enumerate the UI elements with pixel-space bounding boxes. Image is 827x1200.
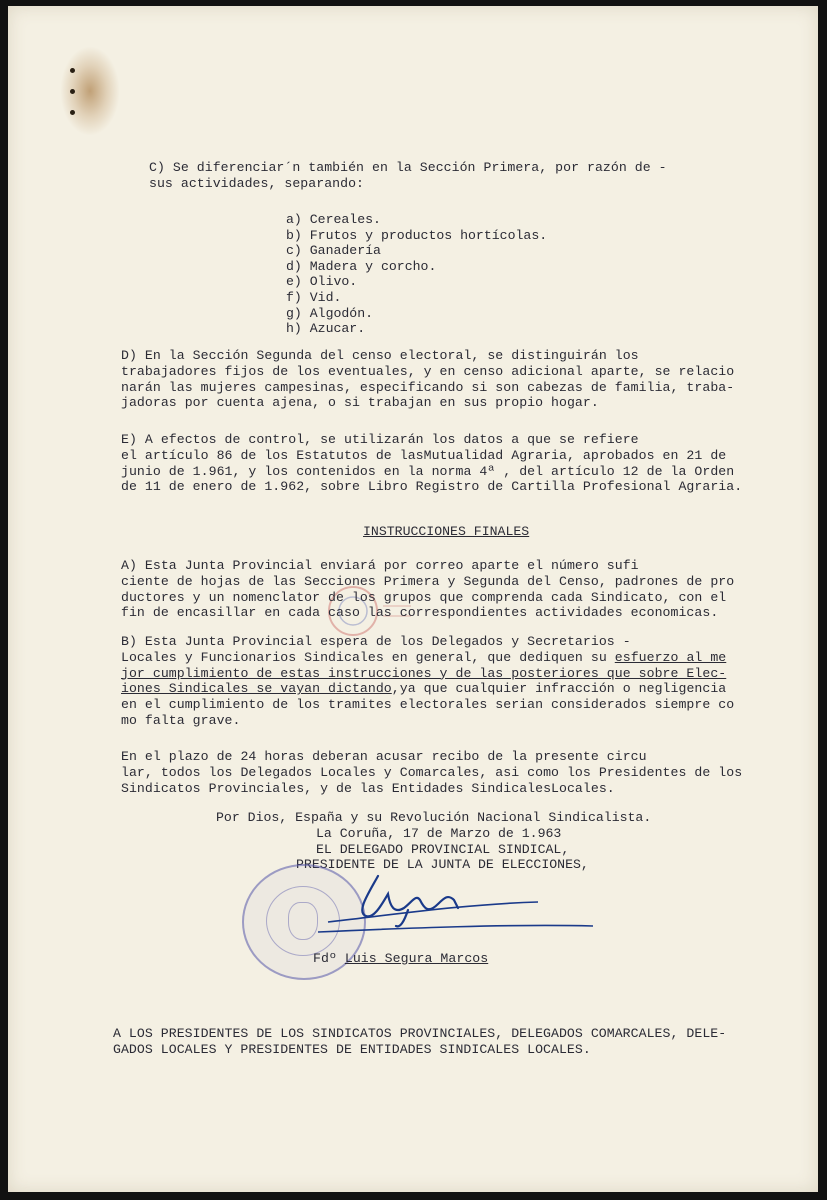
section-d-paragraph bbox=[121, 348, 734, 411]
addressees: A LOS PRESIDENTES DE LOS SINDICATOS PROVINCIALES, DELEGADOS COMARCALES, DELE- GADOS LOCALES Y PRESIDENTES DE ENTIDADES SINDICALES LOCALES. bbox=[113, 1026, 727, 1057]
list-item: b) Frutos y productos hortícolas. bbox=[286, 227, 548, 243]
signer-role-1: EL DELEGADO PROVINCIAL SINDICAL, bbox=[316, 841, 570, 857]
section-e-paragraph: E) A efectos de control, se utilizarán los datos a que se refiere el artículo 86 de los Estatutos de lasMutualidad Agraria, aprobados en 21 de junio de 1.961, y los contenidos en la norma 4ª , del artículo 12 de la Orden de 11 de enero de 1.962, sobre Libro Registro de Cartilla Profesional Agraria. bbox=[121, 432, 743, 495]
binder-hole bbox=[70, 68, 75, 73]
list-item: e) Olivo. bbox=[286, 274, 358, 290]
signer-name: Luis Segura Marcos bbox=[344, 951, 489, 966]
closing-motto: Por Dios, España y su Revolución Nacional Sindicalista. bbox=[216, 810, 652, 825]
list-item: h) Azucar. bbox=[286, 321, 366, 337]
final-a-paragraph: A) Esta Junta Provincial enviará por correo aparte el número sufi ciente de hojas de las Secciones Primera y Segunda del Censo, padrones de pro ductores y un nomenclator de los grupos que comprenda cada Sindicato, con el fin de encasillar en cada caso las correspondientes actividades economicas. bbox=[121, 558, 735, 621]
final-b-text-3: ,ya que cualquier infracción o negligencia en el cumplimiento de los tramites electorales serian considerados siempre co mo falta grave. bbox=[121, 681, 735, 728]
handwritten-signature-icon bbox=[308, 864, 598, 944]
list-item: d) Madera y corcho. bbox=[286, 258, 437, 274]
final-b-paragraph bbox=[121, 634, 734, 729]
final-b-text-1: B) Esta Junta Provincial espera de los Delegados y Secretarios - Locales y Funcionarios Sindicales en general, que dediquen su bbox=[121, 634, 631, 665]
signed-prefix: Fdº bbox=[313, 951, 345, 966]
place-date: La Coruña, 17 de Marzo de 1.963 bbox=[316, 825, 562, 841]
document-page bbox=[8, 6, 818, 1192]
activity-list bbox=[286, 212, 547, 337]
final-b-underlined: esfuerzo al me jor cumplimiento de estas instrucciones y de las posteriores que sobre Elec- iones Sindicales se vayan dictando bbox=[121, 649, 727, 697]
paper-stain bbox=[60, 46, 120, 136]
list-item: c) Ganadería bbox=[286, 243, 381, 259]
list-item: g) Algodón. bbox=[286, 305, 374, 321]
list-item: f) Vid. bbox=[286, 289, 342, 305]
instructions-heading: INSTRUCCIONES FINALES bbox=[363, 524, 530, 539]
signer-role-2: PRESIDENTE DE LA JUNTA DE ELECCIONES, bbox=[296, 857, 589, 873]
binder-hole bbox=[70, 110, 75, 115]
list-item: a) Cereales. bbox=[286, 212, 381, 227]
receipt-paragraph: En el plazo de 24 horas deberan acusar recibo de la presente circu lar, todos los Delegados Locales y Comarcales, asi como los Presidentes de los Sindicatos Provinciales, y de las Entidades SindicalesLocales. bbox=[121, 749, 743, 796]
signed-line bbox=[313, 951, 488, 967]
section-c-intro: C) Se diferenciar´n también en la Sección Primera, por razón de - sus actividades, separando: bbox=[149, 160, 667, 191]
section-d-text: D) En la Sección Segunda del censo electoral, se distinguirán los trabajadores fijos de los eventuales, y en censo adicional aparte, se relacio narán las mujeres campesinas, especificando si son cabezas de familia, traba- jadoras por cuenta ajena, o si trabajan en sus propio hogar. bbox=[121, 348, 735, 411]
binder-hole bbox=[70, 89, 75, 94]
